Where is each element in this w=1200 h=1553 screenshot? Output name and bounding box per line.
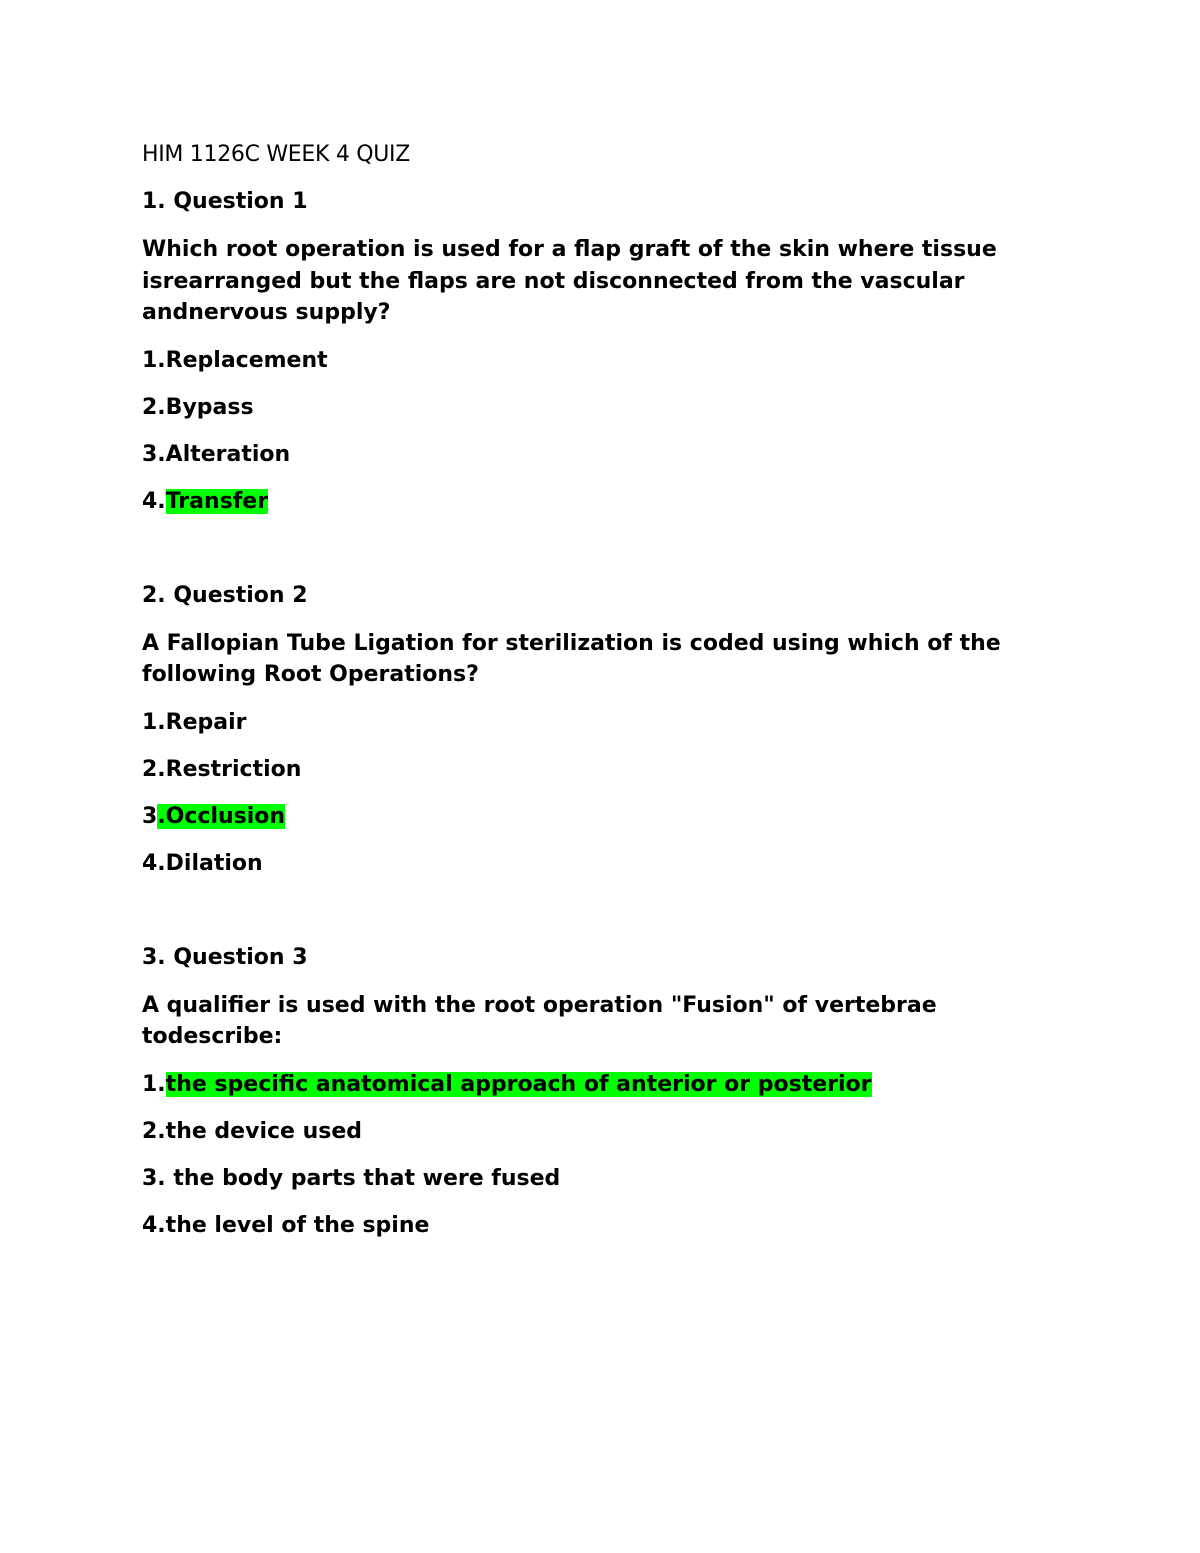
option-number: 3.	[142, 441, 166, 467]
option-number: 1.	[142, 709, 166, 735]
answer-option	[142, 1117, 1072, 1147]
answer-option-correct	[142, 802, 1072, 832]
highlighted-answer: .Occlusion	[157, 803, 286, 829]
option-number: 4.	[142, 488, 166, 514]
document-title: HIM 1126C WEEK 4 QUIZ	[142, 142, 410, 167]
answer-option	[142, 1211, 1072, 1241]
option-number: 3.	[142, 1165, 166, 1191]
question-3	[142, 943, 1072, 1241]
question-text: Which root operation is used for a flap graft of the skin where tissue isrearranged but the flaps are not disconnected from the vascular andnervous supply?	[142, 237, 997, 325]
option-number: 2.	[142, 1118, 166, 1144]
answer-option	[142, 440, 1072, 470]
option-number: 4.	[142, 850, 166, 876]
option-number: 2.	[142, 394, 166, 420]
answer-option	[142, 755, 1072, 785]
answer-option	[142, 393, 1072, 423]
answer-option	[142, 849, 1072, 879]
option-label: the device used	[165, 1118, 363, 1144]
question-text: A qualifier is used with the root operation "Fusion" of vertebrae todescribe:	[142, 992, 937, 1049]
option-label: the body parts that were fused	[165, 1165, 561, 1191]
option-number: 1.	[142, 1071, 166, 1097]
document-page	[142, 140, 1072, 1258]
answer-option	[142, 1164, 1072, 1194]
spacer	[142, 896, 1072, 943]
answer-option-correct	[142, 487, 1072, 517]
question-1	[142, 187, 1072, 517]
option-label: Replacement	[165, 347, 328, 373]
option-label: Bypass	[165, 394, 254, 420]
highlighted-answer: Transfer	[165, 488, 269, 514]
question-text: A Fallopian Tube Ligation for sterilization is coded using which of the following Root Operations?	[142, 630, 1001, 687]
spacer	[142, 534, 1072, 581]
highlighted-answer: the specific anatomical approach of anterior or posterior	[165, 1071, 872, 1097]
option-number: 2.	[142, 756, 166, 782]
option-label: Restriction	[165, 756, 302, 782]
question-heading: 1. Question 1	[142, 189, 308, 214]
option-label: Alteration	[165, 441, 291, 467]
option-number: 4.	[142, 1212, 166, 1238]
question-2	[142, 581, 1072, 879]
option-label: the level of the spine	[165, 1212, 430, 1238]
question-heading: 2. Question 2	[142, 582, 308, 608]
option-label: Dilation	[165, 850, 263, 876]
option-label: Repair	[165, 709, 247, 735]
answer-option-correct	[142, 1070, 1072, 1100]
option-number: 1.	[142, 347, 166, 373]
answer-option	[142, 708, 1072, 738]
question-heading: 3. Question 3	[142, 944, 308, 970]
answer-option	[142, 346, 1072, 376]
option-number: 3	[142, 803, 158, 829]
